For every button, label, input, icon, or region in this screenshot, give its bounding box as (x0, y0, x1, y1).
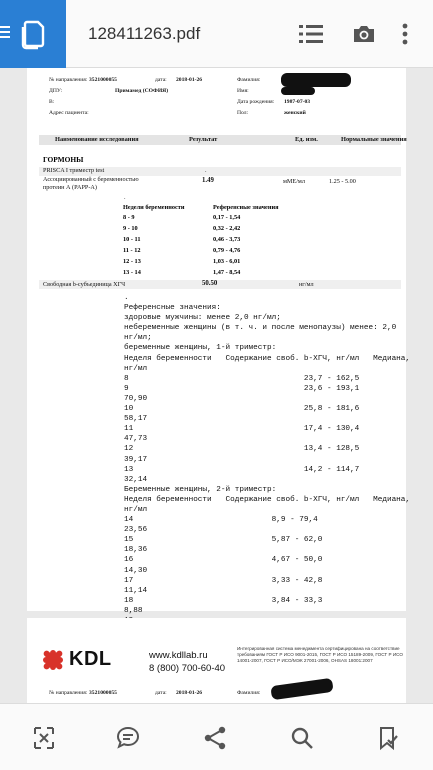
papp-unit: мМЕ/мл (283, 178, 305, 185)
pdf-page-next[interactable] (27, 618, 406, 703)
direction-value: 3521000055 (89, 690, 117, 696)
column-unit: Ед. изм. (295, 136, 318, 143)
prisca-title: PRISCA I триместр test (43, 167, 105, 174)
address-label: Адрес пациента: (49, 110, 89, 116)
column-result: Результат (189, 136, 218, 143)
papp-name-line2: протеин А (PAPP-A) (43, 184, 97, 191)
comment-icon[interactable] (114, 724, 142, 752)
birth-value: 1987-07-03 (284, 99, 311, 105)
redaction-mark (281, 73, 351, 87)
certification-text: Интегрированная система менеджмента сертифицирована на соответствие требованиям ГОСТ Р ИСО 9001-2015, ГОСТ Р ИСО 15189-2009, ГОСТ Р ИСО 14001-2007, ГОСТ Р ИСО/МЭК 27001-2006, OHSAS 18001:2007 (237, 646, 403, 663)
column-name: Наименование исследования (55, 136, 139, 143)
papp-name-line1: Ассоциированный с беременностью (43, 176, 139, 183)
kdl-logo-icon (41, 648, 65, 672)
ref-week: 8 - 9 (123, 214, 135, 221)
redaction-mark (281, 87, 315, 95)
hcg-unit: нг/мл (299, 281, 314, 288)
prisca-dot: . (205, 167, 207, 174)
name-label: Имя: (237, 88, 249, 94)
ref-week: 10 - 11 (123, 236, 141, 243)
ref-week: 9 - 10 (123, 225, 138, 232)
direction-label: № направления: (49, 690, 88, 696)
sex-label: Пол: (237, 110, 249, 116)
hcg-reference-text: . Референсные значения: здоровые мужчины: менее 2,0 нг/мл; небеременные женщины (в т. ч. и после менопаузы) менее: 2,0 нг/мл; беременные женщины, 1-й триместр: Неделя беременности Содержание своб. b-ХГЧ, нг/мл Медиана, нг/мл 8 23,7 - 162,5 9 23,6 - 193,1 70,90 10 25,8 - 181,6 58,17 11 17,4 - 130,4 47,73 12 13,4 - 128,5 39,17 13 14,2 - 114,7 32,14 Беременные женщины, 2-й триместр: Неделя беременности Содержание своб. b-ХГЧ, нг/мл Медиана, нг/мл 14 8,9 - 79,4 23,56 15 5,87 - 62,0 18,36 16 4,67 - 50,0 14,30 17 3,33 - 42,8 11,14 18 3,84 - 33,3 8,88 (124, 294, 411, 615)
ref-value: 0,32 - 2,42 (213, 225, 241, 232)
ref-value: 1,03 - 6,01 (213, 258, 241, 265)
kdl-phone: 8 (800) 700-60-40 (149, 663, 226, 674)
papp-norm: 1.25 - 5.00 (329, 178, 356, 185)
ref-value: 0,17 - 1,54 (213, 214, 241, 221)
birth-label: Дата рождения: (237, 99, 275, 105)
redaction-mark (270, 678, 333, 700)
app-bar (0, 0, 433, 68)
date-label: дата: (155, 690, 167, 696)
kdl-brand: KDL (69, 648, 112, 670)
sex-value: женский (284, 110, 306, 116)
surname-label: Фамилия: (237, 77, 261, 83)
column-norm: Нормальные значения (341, 136, 407, 143)
date-label: дата: (155, 77, 167, 83)
file-title: 128411263.pdf (88, 24, 201, 43)
dlu-value: Примамед (СОФИЯ) (115, 88, 169, 94)
ref-week: 13 - 14 (123, 269, 141, 276)
crop-icon[interactable] (30, 724, 58, 752)
ref-week: 12 - 13 (123, 258, 141, 265)
ref-value: 1,47 - 8,54 (213, 269, 241, 276)
ref-week: 11 - 12 (123, 247, 141, 254)
bottom-toolbar (0, 703, 433, 770)
camera-icon[interactable] (350, 20, 378, 48)
ref-dot: . (124, 194, 126, 201)
ref-head-week: Недели беременности (123, 204, 185, 211)
v-label: В: (49, 99, 55, 105)
date-value: 2018-01-26 (176, 690, 203, 696)
ref-value: 0,46 - 3,73 (213, 236, 241, 243)
section-title: ГОРМОНЫ (43, 155, 84, 164)
surname-label: Фамилия: (237, 690, 261, 696)
date-value: 2018-01-26 (176, 77, 203, 83)
share-icon[interactable] (201, 724, 229, 752)
direction-label: № направления: (49, 77, 88, 83)
document-glyph (20, 19, 46, 49)
dlu-label: ДПУ: (49, 88, 63, 94)
document-icon[interactable] (0, 0, 66, 68)
direction-value: 3521000055 (89, 77, 117, 83)
bookmark-icon[interactable] (374, 724, 402, 752)
more-vert-icon[interactable] (391, 20, 419, 48)
drawer-icon (0, 26, 10, 41)
ref-value: 0,79 - 4,76 (213, 247, 241, 254)
list-icon[interactable] (297, 20, 325, 48)
pdf-page[interactable] (27, 68, 411, 615)
search-icon[interactable] (288, 724, 316, 752)
hcg-result: 50.50 (202, 280, 218, 287)
hcg-name: Свободная b-субъединица ХГЧ (43, 281, 126, 288)
results-table-header (39, 135, 407, 145)
ref-head-value: Референсные значения (213, 204, 279, 211)
kdl-site: www.kdllab.ru (149, 650, 208, 661)
papp-result: 1.49 (202, 177, 214, 184)
